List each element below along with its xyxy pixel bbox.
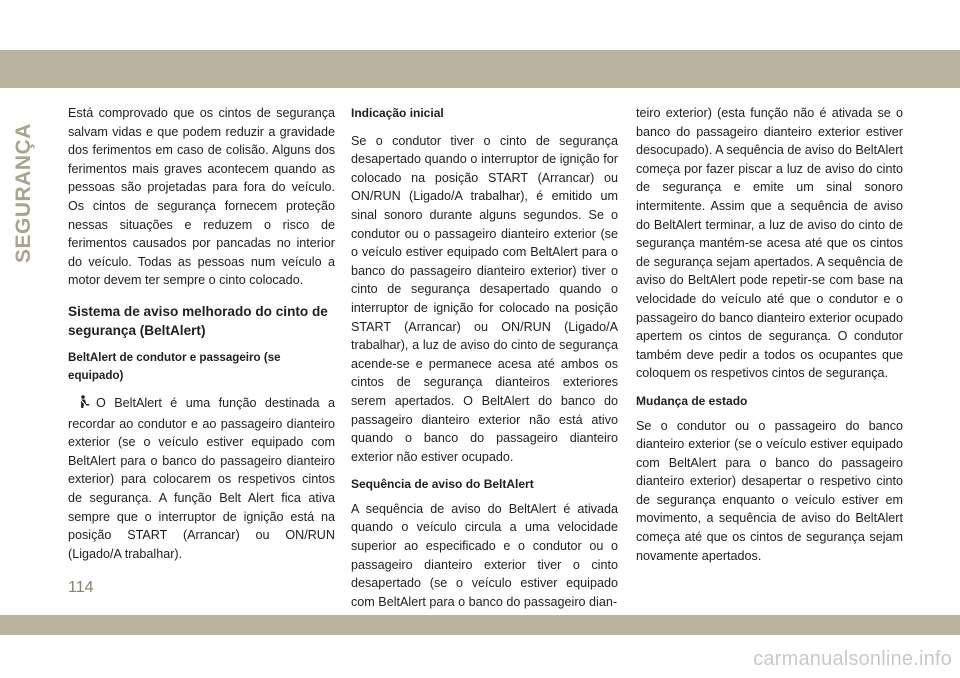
column-1: [68, 104, 335, 563]
warning-sequence-heading: Sequência de aviso do BeltAlert: [351, 477, 534, 492]
subsection-heading: BeltAlert de condutor e passageiro (se equipado): [68, 350, 281, 382]
initial-indication-paragraph: Se o condutor tiver o cinto de segurança desapertado quando o interruptor de ignição for colocado na posição START (Arrancar) ou ON/RUN (Ligado/A trabalhar), é emitido um sinal sonoro durante alguns segundos. Se o condutor ou o passageiro dianteiro exterior (se o veículo estiver equipado com BeltAlert para o banco do passageiro dianteiro exterior) tiver o cinto de segurança desapertado quando o interruptor de ignição for colocado na posição START (Arrancar) ou ON/RUN (Ligado/A trabalhar), a luz de aviso do cinto de segurança acende-se e permanece acesa até ambos os cintos de segurança dianteiros exteriores serem apertados. O BeltAlert do banco do passageiro dianteiro exterior não está ativo quando o banco do passageiro dianteiro exterior não estiver ocupado.: [351, 133, 618, 464]
page-number: 114: [68, 579, 94, 596]
watermark: carmanualsonline.info: [753, 648, 952, 670]
initial-indication-heading: Indicação inicial: [351, 106, 444, 120]
warning-sequence-paragraph: A sequência de aviso do BeltAlert é ativada quando o veículo circula a uma velocidade superior ao especificado e o condutor ou o passageiro dianteiro exterior tiver o cinto desapertado (se o veículo estiver equipado com BeltAlert para o banco do passageiro dian-: [351, 501, 618, 609]
intro-paragraph: Está comprovado que os cintos de segurança salvam vidas e que podem reduzir a gravidade dos ferimentos em caso de colisão. Alguns dos ferimentos mais graves acontecem quando as pessoas são projetadas para fora do veículo. Os cintos de segurança fornecem proteção nessas situações e reduzem o risco de ferimentos causados por pancadas no interior do veículo. Todas as pessoas num veículo a motor devem ter sempre o cinto colocado.: [68, 106, 335, 288]
column-3: [636, 104, 903, 565]
footer-band: [0, 615, 960, 635]
section-heading: Sistema de aviso melhorado do cinto de segurança (BeltAlert): [68, 303, 328, 338]
section-side-label: SEGURANÇA: [12, 123, 35, 263]
beltalert-paragraph: [68, 394, 335, 563]
seatbelt-warning-icon: [78, 395, 90, 415]
warning-sequence-continued: teiro exterior) (esta função não é ativada se o banco do passageiro dianteiro exterior estiver desocupado). A sequência de aviso do BeltAlert começa por fazer piscar a luz de aviso do cinto de segurança e emite um sinal sonoro intermitente. Assim que a sequência de aviso do BeltAlert terminar, a luz de aviso do cinto de segurança mantém-se acesa até que os cintos de segurança sejam apertados. A sequência de aviso do BeltAlert pode repetir-se com base na velocidade do veículo até que o condutor e o passageiro do banco dianteiro exterior ocupado apertem os cintos de segurança. O condutor também deve pedir a todos os ocupantes que coloquem os respetivos cintos de segurança.: [636, 106, 903, 381]
change-of-state-heading: Mudança de estado: [636, 393, 748, 408]
header-band: [0, 50, 960, 88]
column-2: [351, 104, 618, 611]
change-of-state-paragraph: Se o condutor ou o passageiro do banco dianteiro exterior (se o veículo estiver equipado com BeltAlert para o banco do passageiro dianteiro exterior) desapertar o respetivo cinto de segurança enquanto o veículo estiver em movimento, a sequência de aviso do BeltAlert começa até que os cintos de segurança sejam novamente apertados.: [636, 418, 903, 563]
beltalert-text: O BeltAlert é uma função destinada a recordar ao condutor e ao passageiro dianteiro exterior (se o veículo estiver equipado com BeltAlert para o banco do passageiro dianteiro exterior) para colocarem os respetivos cintos de segurança. A função Belt Alert fica ativa sempre que o interruptor de ignição está na posição START (Arrancar) ou ON/RUN (Ligado/A trabalhar).: [68, 395, 335, 561]
